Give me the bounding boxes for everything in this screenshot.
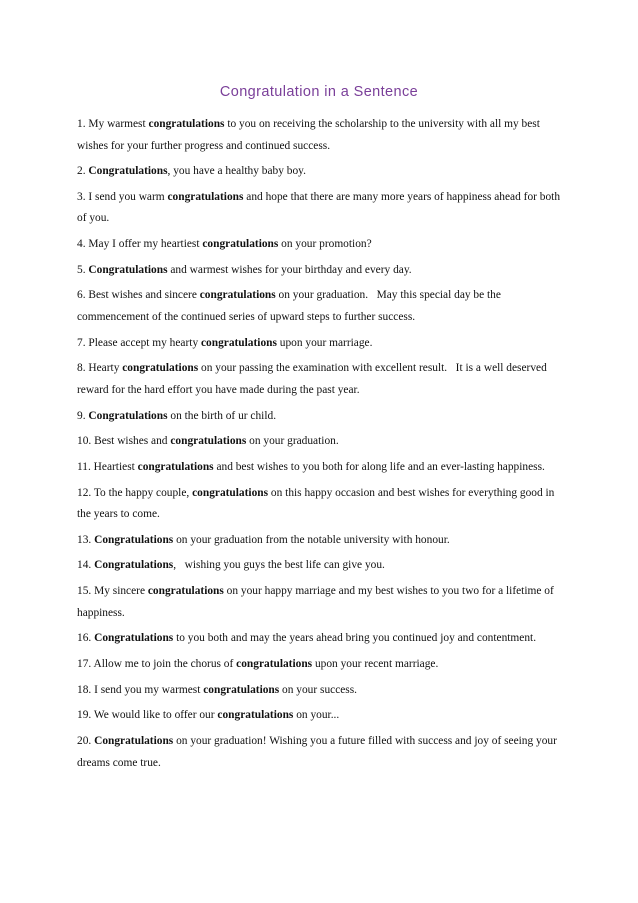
- item-text-after: to you both and may the years ahead bring you continued joy and contentment.: [173, 632, 537, 645]
- item-number: 5.: [77, 263, 86, 276]
- item-number: 18.: [77, 683, 92, 696]
- item-text-after: on your passing the examination with excellent result. It is a well deserved reward for the hard effort you have made during the past year.: [77, 362, 550, 396]
- item-text-after: upon your recent marriage.: [312, 658, 439, 670]
- list-item: [77, 731, 563, 774]
- item-keyword: congratulations: [192, 486, 269, 499]
- item-number: 16.: [77, 632, 92, 645]
- item-keyword: Congratulations: [88, 409, 168, 422]
- list-item: [77, 705, 563, 727]
- item-keyword: Congratulations: [88, 165, 168, 178]
- item-keyword: Congratulations: [94, 632, 174, 645]
- item-text-before: Hearty: [85, 362, 123, 375]
- list-item: [77, 680, 563, 702]
- item-text-after: on the birth of ur child.: [167, 409, 277, 422]
- item-text-before: My sincere: [91, 585, 148, 598]
- item-text-before: Best wishes and: [91, 435, 171, 448]
- list-item: [77, 530, 563, 552]
- item-text-after: on your graduation. May this special day be the commencement of the continued series of upward steps to further success.: [77, 289, 504, 323]
- list-item: [77, 555, 563, 577]
- item-keyword: Congratulations: [94, 559, 174, 572]
- list-item: [77, 333, 563, 355]
- item-number: 6.: [77, 289, 86, 302]
- sentence-list: [77, 114, 563, 778]
- item-number: 11.: [77, 460, 91, 473]
- item-text-before: Heartiest: [90, 460, 138, 473]
- item-text-after: on your promotion?: [278, 238, 372, 251]
- item-keyword: congratulations: [147, 585, 224, 598]
- item-text-after: on your graduation! Wishing you a future filled with success and joy of seeing your dreams come true.: [77, 735, 557, 769]
- item-keyword: congratulations: [148, 118, 225, 130]
- list-item: [77, 234, 563, 256]
- list-item: [77, 285, 563, 328]
- item-text-before: We would like to offer our: [91, 709, 218, 722]
- item-number: 15.: [77, 585, 92, 598]
- item-number: 12.: [77, 486, 92, 499]
- page-title: Congratulation in a Sentence: [219, 84, 419, 100]
- list-item: [77, 581, 563, 624]
- list-item: [77, 431, 563, 453]
- item-number: 7.: [77, 336, 86, 349]
- list-item: [77, 161, 563, 183]
- item-text-after: upon your marriage.: [276, 336, 373, 349]
- item-text-before: May I offer my heartiest: [85, 238, 203, 251]
- item-text-after: and warmest wishes for your birthday and every day.: [167, 263, 412, 276]
- item-number: 10.: [77, 435, 92, 448]
- item-keyword: Congratulations: [94, 735, 174, 748]
- item-text-after: on this happy occasion and best wishes for everything good in the years to come.: [77, 486, 555, 521]
- item-number: 2.: [77, 165, 86, 178]
- item-number: 19.: [77, 709, 92, 722]
- item-keyword: congratulations: [203, 683, 280, 696]
- list-item: [77, 260, 563, 282]
- item-number: 17.: [77, 658, 92, 670]
- item-keyword: congratulations: [170, 435, 247, 448]
- item-number: 20.: [77, 735, 92, 748]
- item-number: 9.: [77, 409, 86, 422]
- item-number: 14.: [77, 559, 92, 572]
- list-item: [77, 187, 563, 230]
- item-keyword: congratulations: [199, 289, 276, 302]
- item-number: 4.: [77, 238, 86, 251]
- item-number: 1.: [77, 118, 86, 130]
- item-keyword: congratulations: [137, 460, 214, 473]
- list-item: [77, 457, 563, 479]
- item-number: 3.: [77, 190, 86, 203]
- item-keyword: Congratulations: [94, 533, 174, 546]
- item-text-before: I send you warm: [85, 190, 168, 203]
- list-item: [77, 628, 563, 650]
- item-text-after: on your success.: [279, 683, 358, 696]
- item-keyword: congratulations: [202, 238, 279, 251]
- item-keyword: congratulations: [122, 362, 199, 375]
- item-text-after: on your happy marriage and my best wishes to you two for a lifetime of happiness.: [77, 585, 554, 619]
- list-item: [77, 406, 563, 428]
- item-number: 13.: [77, 533, 92, 546]
- item-keyword: congratulations: [167, 190, 244, 203]
- item-text-before: To the happy couple,: [91, 486, 193, 499]
- item-text-after: to you on receiving the scholarship to the university with all my best wishes for your further progress and continued success.: [77, 118, 540, 152]
- item-keyword: congratulations: [236, 658, 313, 670]
- item-text-before: I send you my warmest: [91, 683, 204, 696]
- item-number: 8.: [77, 362, 86, 375]
- list-item: [77, 654, 563, 676]
- item-text-after: and best wishes to you both for along life and an ever-lasting happiness.: [213, 460, 545, 473]
- item-text-before: Please accept my hearty: [85, 336, 201, 349]
- item-text-after: and hope that there are many more years of happiness ahead for both of you.: [77, 190, 561, 225]
- item-text-before: Allow me to join the chorus of: [91, 658, 237, 670]
- item-text-after: , wishing you guys the best life can give you.: [173, 559, 385, 572]
- list-item: [77, 114, 563, 157]
- item-keyword: congratulations: [200, 336, 277, 349]
- item-text-after: , you have a healthy baby boy.: [167, 165, 306, 178]
- item-text-after: on your graduation from the notable university with honour.: [173, 533, 450, 546]
- item-text-after: on your graduation.: [246, 435, 339, 448]
- item-text-before: Best wishes and sincere: [85, 289, 200, 302]
- list-item: [77, 483, 563, 526]
- list-item: [77, 358, 563, 401]
- item-text-before: My warmest: [85, 118, 149, 130]
- item-keyword: congratulations: [217, 709, 294, 722]
- item-text-after: on your...: [293, 709, 340, 722]
- item-keyword: Congratulations: [88, 263, 168, 276]
